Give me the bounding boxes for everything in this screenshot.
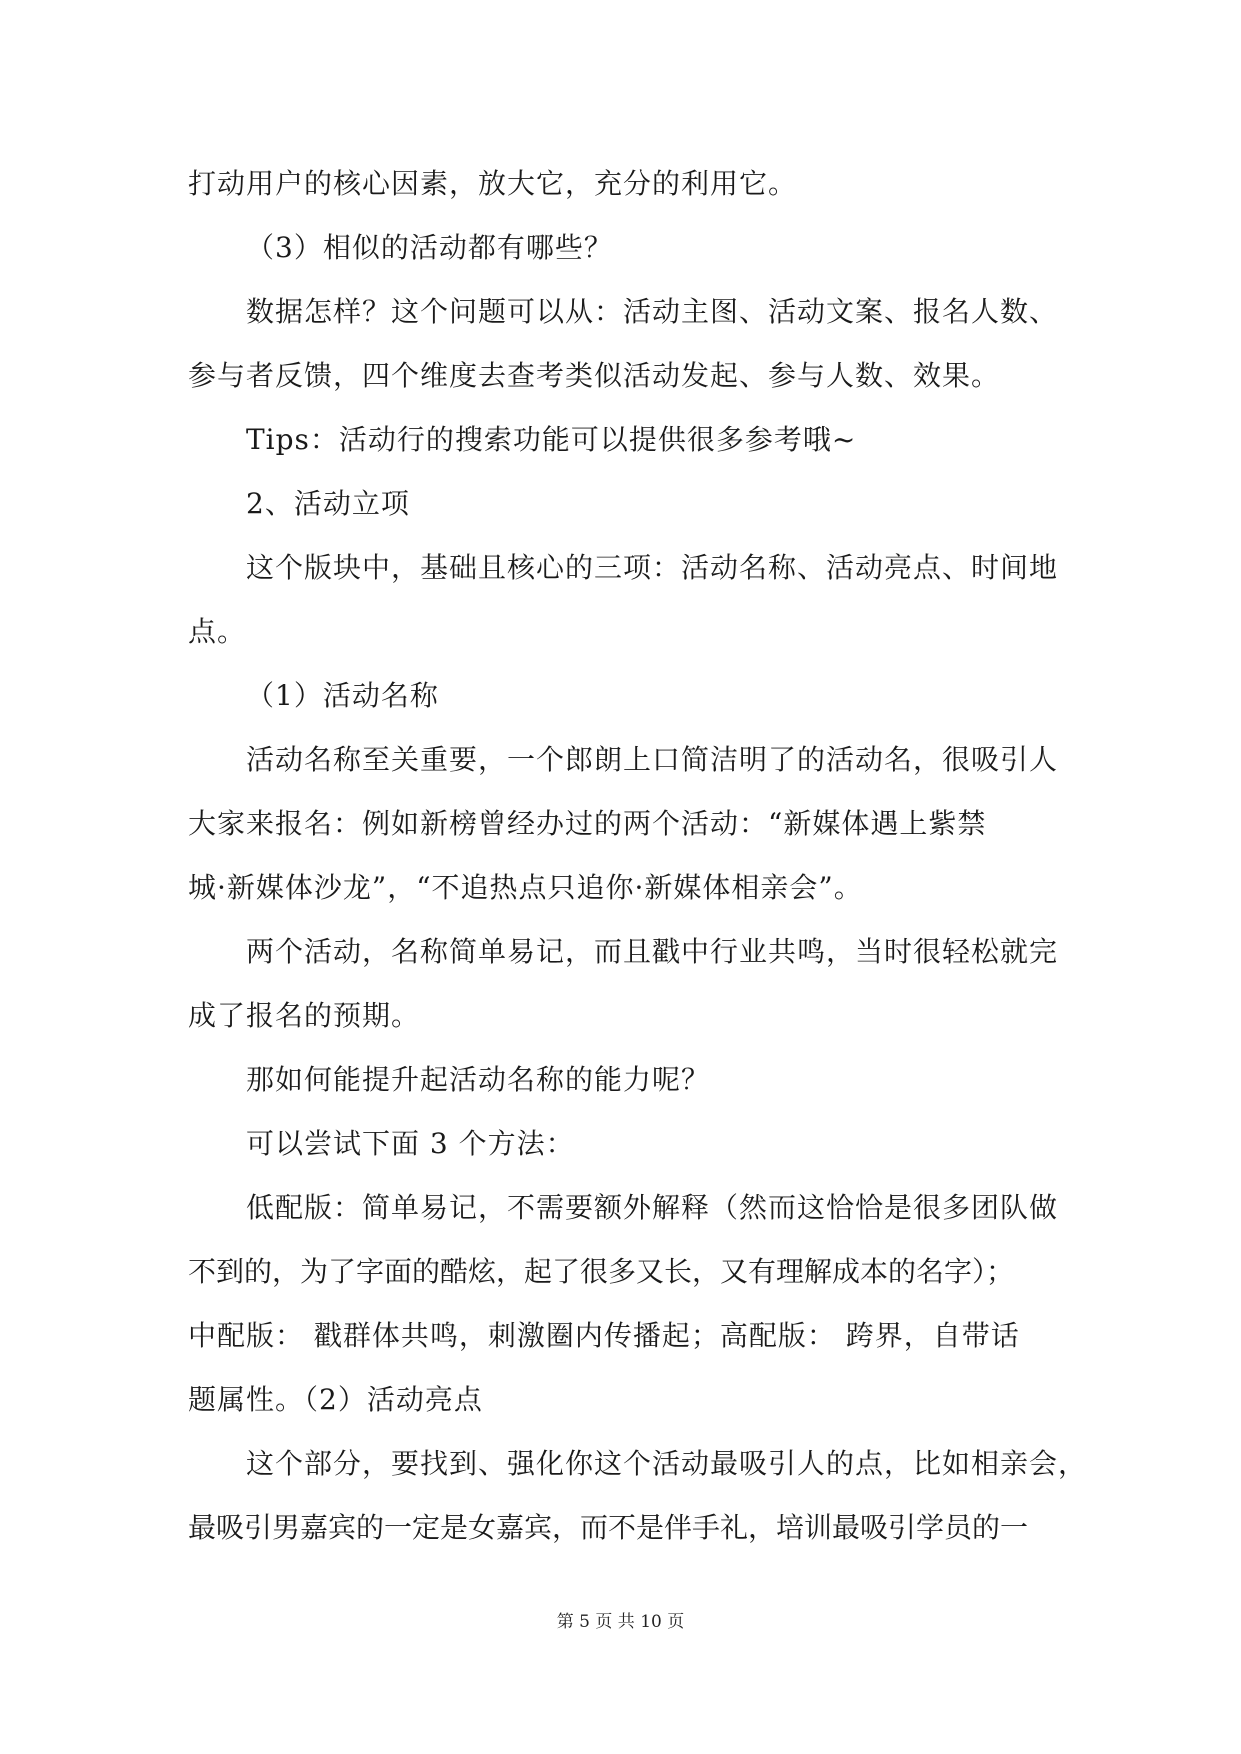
page-number-footer: 第 5 页 共 10 页 <box>556 1612 685 1632</box>
body-text-line: 数据怎样？这个问题可以从：活动主图、活动文案、报名人数、 <box>246 295 1059 328</box>
body-text-line: 参与者反馈，四个维度去查考类似活动发起、参与人数、效果。 <box>188 359 1001 392</box>
section-subheading: （1）活动名称 <box>246 679 439 712</box>
body-text-line: 可以尝试下面 3 个方法： <box>246 1127 575 1160</box>
body-text-line: 这个版块中，基础且核心的三项：活动名称、活动亮点、时间地 <box>246 551 1059 584</box>
body-text-line: 中配版： 戳群体共鸣，刺激圈内传播起；高配版： 跨界，自带话 <box>188 1319 1020 1352</box>
body-text-line: 题属性。（2）活动亮点 <box>188 1383 483 1416</box>
section-subheading: （3）相似的活动都有哪些？ <box>246 231 613 264</box>
body-text-line: 城·新媒体沙龙”，“不追热点只追你·新媒体相亲会”。 <box>188 871 863 904</box>
body-text-line: 低配版：简单易记，不需要额外解释（然而这恰恰是很多团队做 <box>246 1191 1059 1224</box>
body-text-line: 大家来报名：例如新榜曾经办过的两个活动：“新媒体遇上紫禁 <box>188 807 987 840</box>
body-text-line: 打动用户的核心因素，放大它，充分的利用它。 <box>188 167 798 200</box>
body-text-line: 那如何能提升起活动名称的能力呢？ <box>246 1063 711 1096</box>
tips-line: Tips：活动行的搜索功能可以提供很多参考哦~ <box>246 423 857 456</box>
section-heading: 2、活动立项 <box>246 487 410 520</box>
body-text-line: 最吸引男嘉宾的一定是女嘉宾，而不是伴手礼，培训最吸引学员的一 <box>188 1511 1029 1544</box>
body-text-line: 两个活动，名称简单易记，而且戳中行业共鸣，当时很轻松就完 <box>246 935 1059 968</box>
body-text-line: 这个部分，要找到、强化你这个活动最吸引人的点，比如相亲会， <box>246 1447 1088 1480</box>
body-text-line: 活动名称至关重要，一个郎朗上口简洁明了的活动名，很吸引人 <box>246 743 1059 776</box>
body-text-line: 不到的，为了字面的酷炫，起了很多又长，又有理解成本的名字）； <box>188 1255 1015 1288</box>
body-text-line: 点。 <box>188 615 247 648</box>
body-text-line: 成了报名的预期。 <box>188 999 421 1032</box>
